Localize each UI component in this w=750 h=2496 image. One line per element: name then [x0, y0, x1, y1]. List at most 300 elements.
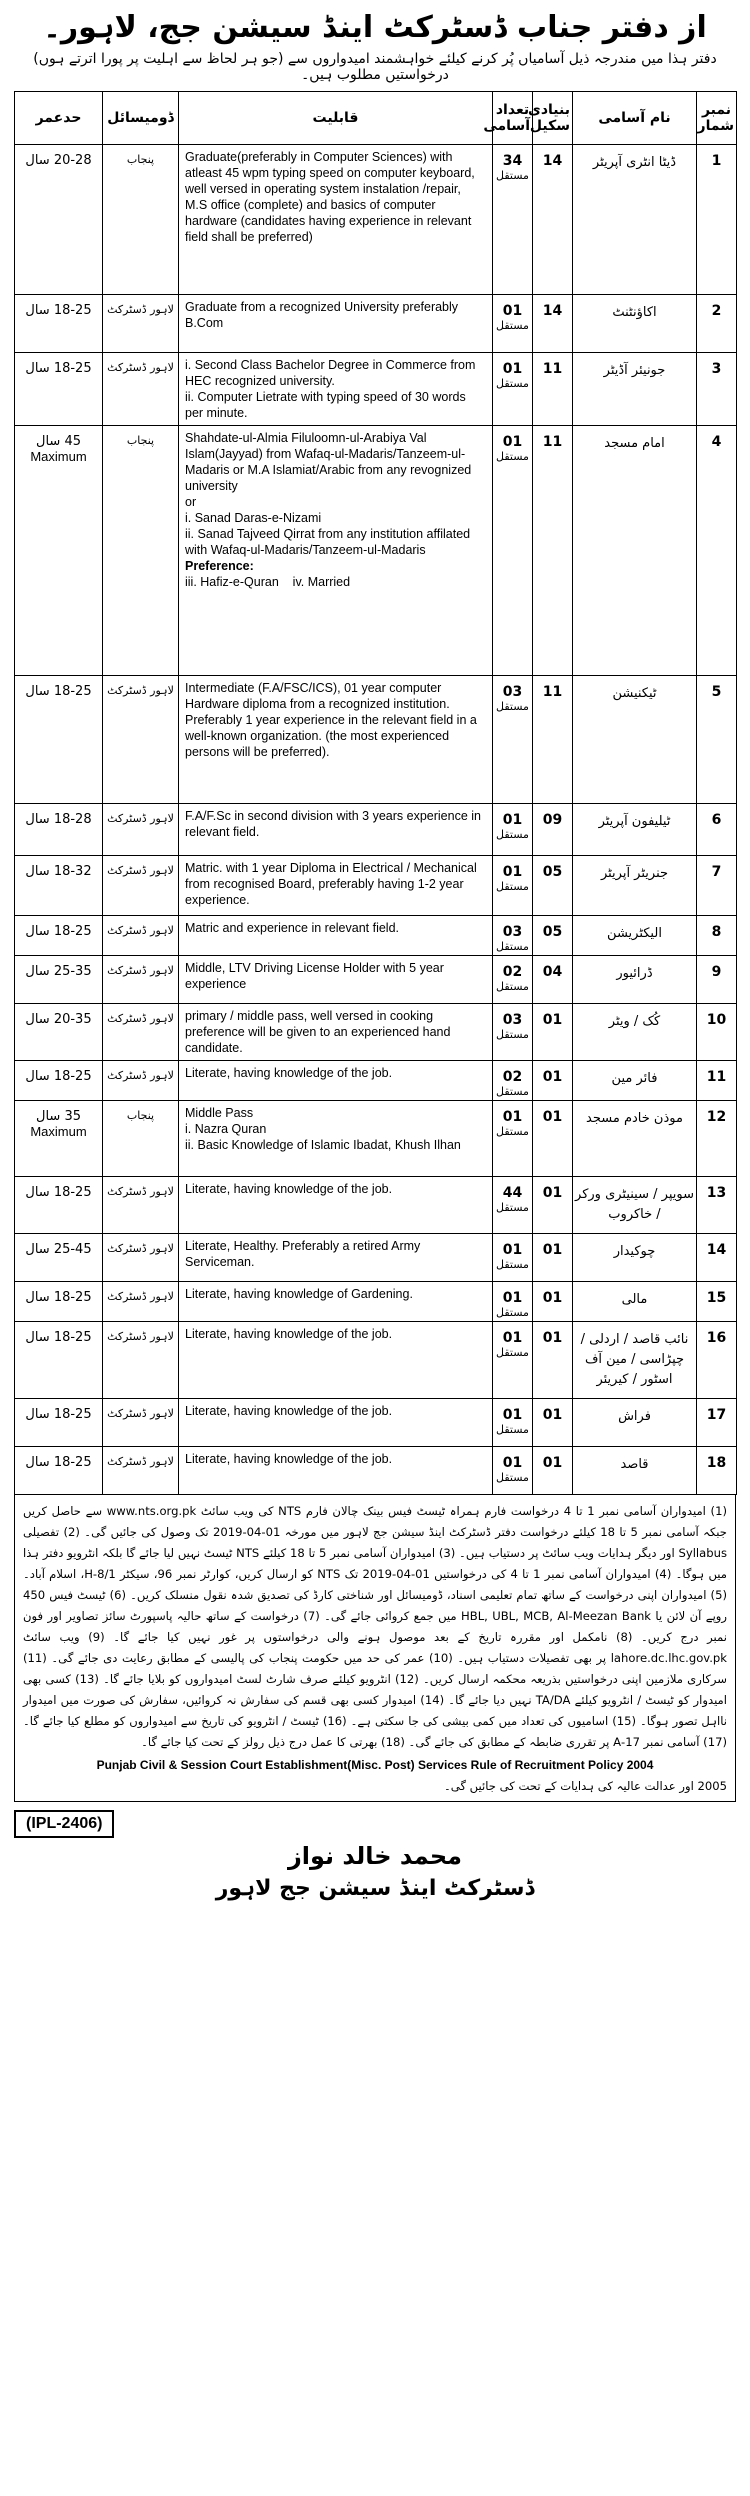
cell-qualification: [179, 1004, 493, 1061]
cell-domicile: [103, 676, 179, 804]
sr-number: 14: [706, 1242, 727, 1258]
count-status: مستقل: [496, 1085, 529, 1098]
count-number: 02: [502, 964, 523, 980]
cell-domicile: [103, 1282, 179, 1322]
scale-text: 01: [542, 1330, 563, 1346]
cell-count: [493, 1447, 533, 1495]
cell-age: [15, 1177, 103, 1234]
notes-text: (1) امیدواران آسامی نمبر 1 تا 4 درخواست فارم ہمراہ ٹیسٹ فیس بینک چالان فارم NTS کی ویب سائٹ www.nts.org.pk سے حاصل کریں جبکہ آسامی نمبر 5 تا 18 کیلئے درخواست دفتر ڈسٹرکٹ اینڈ سیشن جج لاہور میں مورخہ 01-04-2019 تک وصول کی جائیں گی۔ (2) تفصیلی Syllabus اور دیگر ہدایات ویب سائٹ پر دستیاب ہیں۔ (3) امیدواران آسامی نمبر 5 تا 18 کیلئے NTS ٹیسٹ نہیں لیا جائے گا بلکہ انٹرویو دفتر ہذا میں ہوگا۔ (4) امیدواران آسامی نمبر 1 تا 4 کی درخواستیں 01-04-2019 تک NTS کو ارسال کریں، کوارٹر نمبر 96، سیکٹر H-8/1، اسلام آباد۔ (5) امیدواران اپنی درخواست کے ساتھ تمام تعلیمی اسناد، ڈومیسائل اور شناختی کارڈ کی تصدیق شدہ نقول منسلک کریں۔ (6) ٹیسٹ فیس 450 روپے آن لائن یا HBL, UBL, MCB, Al-Meezan Bank میں جمع کروائی جائے گی۔ (7) درخواست کے ساتھ حالیہ پاسپورٹ سائز تصاویر اور فون نمبر درج کریں۔ (8) نامکمل اور مقررہ تاریخ کے بعد موصول ہونے والی درخواستوں پر غور نہیں کیا جائے گا۔ (9) ویب سائٹ lahore.dc.lhc.gov.pk پر بھی تفصیلات دستیاب ہیں۔ (10) عمر کی حد میں حکومت پنجاب کی پالیسی کے مطابق رعایت دی جائے گی۔ (11) سرکاری ملازمین اپنی درخواستیں بذریعہ محکمہ ارسال کریں۔ (12) انٹرویو کیلئے صرف شارٹ لسٹ امیدواروں کو بلایا جائے گا۔ (13) کسی بھی امیدوار کو ٹیسٹ / انٹرویو کیلئے TA/DA نہیں دیا جائے گا۔ (14) امیدوار کسی بھی قسم کی سفارش نہ کروائیں، سفارش کی صورت میں امیدوار نااہل تصور ہوگا۔ (15) اسامیوں کی تعداد میں کمی بیشی کی جا سکتی ہے۔ (16) ٹیسٹ / انٹرویو کی تاریخ سے امیدواروں کو مطلع کیا جائے گا۔ (17) آسامی نمبر 17-A پر تقرری ضابطہ کے مطابق کی جائے گی۔ (18) بھرتی کا عمل درج ذیل رولز کے تحت کیا جائے گا۔: [23, 1504, 728, 1749]
cell-post: [573, 295, 697, 353]
domicile-text: لاہور ڈسٹرکٹ: [107, 864, 174, 877]
table-row: [15, 426, 737, 676]
age-text: 18-25 سال: [25, 303, 92, 318]
count-status: مستقل: [496, 377, 529, 390]
count-status: مستقل: [496, 1125, 529, 1138]
cell-qualification: [179, 1399, 493, 1447]
age-max: Maximum: [30, 1124, 87, 1139]
age-text: 45 سال: [36, 434, 81, 449]
scale-text: 11: [542, 434, 563, 450]
cell-domicile: [103, 353, 179, 426]
count-status: مستقل: [496, 1306, 529, 1319]
table-row: [15, 353, 737, 426]
post-name: نائب قاصد / اردلی / چپڑاسی / مین آف اسٹور / کیریئر: [580, 1332, 689, 1387]
qualification-line: Intermediate (F.A/FSC/ICS), 01 year computer Hardware diploma from a recognized institution.: [185, 681, 450, 711]
scale-text: 11: [542, 684, 563, 700]
post-name: سویپر / سینیٹری ورکر / خاکروب: [575, 1187, 694, 1222]
cell-sr: [697, 1399, 737, 1447]
age-text: 18-25 سال: [25, 1290, 92, 1305]
table-row: [15, 856, 737, 916]
sr-number: 16: [706, 1330, 727, 1346]
cell-scale: [533, 1399, 573, 1447]
cell-domicile: [103, 916, 179, 956]
post-name: ٹیکنیشن: [612, 686, 657, 701]
cell-count: [493, 1399, 533, 1447]
cell-domicile: [103, 1322, 179, 1399]
cell-count: [493, 1282, 533, 1322]
intro-text: دفتر ہذا میں مندرجہ ذیل آسامیاں پُر کرنے کیلئے خواہشمند امیدواروں سے (جو ہر لحاظ سے اہلیت پر پورا اترتے ہوں) درخواستیں مطلوب ہیں۔: [33, 51, 717, 83]
domicile-text: لاہور ڈسٹرکٹ: [107, 812, 174, 825]
cell-qualification: [179, 145, 493, 295]
sr-number: 10: [706, 1012, 727, 1028]
cell-count: [493, 856, 533, 916]
qualification-line: Graduate from a recognized University preferably B.Com: [185, 300, 459, 330]
domicile-text: لاہور ڈسٹرکٹ: [107, 1069, 174, 1082]
qualification-line: or: [185, 495, 197, 509]
qualification-line: i. Nazra Quran: [185, 1122, 267, 1136]
scale-text: 01: [542, 1012, 563, 1028]
qualification-line: Graduate(preferably in Computer Sciences) with atleast 45 wpm typing speed on computer keyboard, well versed in operating system instalation /repair, M.S office (complete) and basics of computer hardware (candidates having experience in relevant field shall be preferred): [185, 150, 475, 244]
qualification-line: primary / middle pass, well versed in cooking preference will be given to an experienced hand candidate.: [185, 1009, 451, 1055]
count-status: مستقل: [496, 1258, 529, 1271]
cell-domicile: [103, 1234, 179, 1282]
sr-number: 5: [711, 684, 722, 700]
domicile-text: لاہور ڈسٹرکٹ: [107, 1185, 174, 1198]
domicile-text: لاہور ڈسٹرکٹ: [107, 361, 174, 374]
count-number: 01: [502, 303, 523, 319]
cell-count: [493, 353, 533, 426]
cell-count: [493, 676, 533, 804]
post-name: چوکیدار: [613, 1244, 656, 1259]
cell-domicile: [103, 856, 179, 916]
cell-sr: [697, 676, 737, 804]
cell-domicile: [103, 804, 179, 856]
domicile-text: لاہور ڈسٹرکٹ: [107, 303, 174, 316]
cell-qualification: [179, 295, 493, 353]
cell-scale: [533, 1177, 573, 1234]
cell-post: [573, 956, 697, 1004]
preference-label: Preference:: [185, 559, 254, 573]
cell-scale: [533, 426, 573, 676]
table-row: [15, 1282, 737, 1322]
scale-text: 01: [542, 1290, 563, 1306]
table-row: [15, 1399, 737, 1447]
scale-text: 09: [542, 812, 563, 828]
age-text: 18-32 سال: [25, 864, 92, 879]
age-text: 35 سال: [36, 1109, 81, 1124]
table-row: [15, 1234, 737, 1282]
count-status: مستقل: [496, 1201, 529, 1214]
table-row: [15, 916, 737, 956]
cell-sr: [697, 956, 737, 1004]
age-text: 18-25 سال: [25, 361, 92, 376]
cell-sr: [697, 1177, 737, 1234]
cell-domicile: [103, 956, 179, 1004]
count-status: مستقل: [496, 1028, 529, 1041]
qualification-line: Literate, having knowledge of the job.: [185, 1182, 393, 1196]
header-domicile: ڈومیسائل: [103, 92, 179, 145]
cell-qualification: [179, 426, 493, 676]
cell-count: [493, 1061, 533, 1101]
cell-domicile: [103, 1061, 179, 1101]
cell-domicile: [103, 1399, 179, 1447]
qualification-line: Shahdate-ul-Almia Filuloomn-ul-Arabiya Val Islam(Jayyad) from Wafaq-ul-Madaris/Tanzeem-ul-Madaris or M.A Islamiat/Arabic from any revognized university: [185, 431, 472, 493]
count-number: 01: [502, 1242, 523, 1258]
cell-sr: [697, 1004, 737, 1061]
cell-age: [15, 1101, 103, 1177]
cell-post: [573, 426, 697, 676]
qualification-line: Middle, LTV Driving License Holder with 5 year experience: [185, 961, 444, 991]
count-status: مستقل: [496, 169, 529, 182]
qualification-line: i. Sanad Daras-e-Nizami: [185, 511, 322, 525]
cell-age: [15, 1447, 103, 1495]
table-header-row: [15, 92, 737, 145]
cell-age: [15, 426, 103, 676]
sr-number: 17: [706, 1407, 727, 1423]
cell-qualification: [179, 804, 493, 856]
count-number: 01: [502, 434, 523, 450]
cell-scale: [533, 916, 573, 956]
cell-age: [15, 1399, 103, 1447]
scale-text: 01: [542, 1455, 563, 1471]
qualification-line: Literate, having knowledge of the job.: [185, 1452, 393, 1466]
sr-number: 2: [711, 303, 722, 319]
qualification-line: ii. Sanad Tajveed Qirrat from any institution affilated with Wafaq-ul-Madaris/Tanzeem-ul-Madaris: [185, 527, 471, 557]
cell-sr: [697, 1322, 737, 1399]
cell-scale: [533, 1061, 573, 1101]
age-text: 18-25 سال: [25, 684, 92, 699]
sr-number: 6: [711, 812, 722, 828]
cell-scale: [533, 295, 573, 353]
cell-qualification: [179, 1322, 493, 1399]
rule-year: 2005: [697, 1779, 727, 1793]
cell-scale: [533, 1004, 573, 1061]
qualification-line: Literate, having knowledge of the job.: [185, 1327, 393, 1341]
scale-text: 05: [542, 924, 563, 940]
cell-sr: [697, 1234, 737, 1282]
scale-text: 04: [542, 964, 563, 980]
signatory-name: محمد خالد نواز: [287, 1842, 463, 1870]
domicile-text: لاہور ڈسٹرکٹ: [107, 1407, 174, 1420]
cell-count: [493, 1177, 533, 1234]
cell-age: [15, 956, 103, 1004]
count-number: 01: [502, 812, 523, 828]
count-status: مستقل: [496, 1471, 529, 1484]
scale-text: 14: [542, 303, 563, 319]
post-name: ڈرائیور: [616, 966, 653, 981]
table-row: [15, 1101, 737, 1177]
count-number: 01: [502, 1109, 523, 1125]
domicile-text: پنجاب: [126, 1109, 155, 1122]
scale-text: 01: [542, 1407, 563, 1423]
rule-note-text: اور عدالت عالیہ کی ہدایات کے تحت کی جائیں گی۔: [444, 1779, 694, 1793]
age-text: 20-35 سال: [25, 1012, 92, 1027]
cell-count: [493, 295, 533, 353]
domicile-text: لاہور ڈسٹرکٹ: [107, 1012, 174, 1025]
cell-sr: [697, 145, 737, 295]
post-name: کُک / ویٹر: [608, 1014, 661, 1029]
cell-post: [573, 916, 697, 956]
table-row: [15, 1061, 737, 1101]
sr-number: 9: [711, 964, 722, 980]
cell-domicile: [103, 1177, 179, 1234]
table-row: [15, 1447, 737, 1495]
cell-count: [493, 1234, 533, 1282]
table-row: [15, 295, 737, 353]
jobs-table: [14, 91, 737, 1495]
age-text: 25-45 سال: [25, 1242, 92, 1257]
cell-age: [15, 676, 103, 804]
cell-sr: [697, 1101, 737, 1177]
cell-post: [573, 1234, 697, 1282]
cell-qualification: [179, 1447, 493, 1495]
post-name: جونیئر آڈیٹر: [603, 363, 666, 378]
cell-qualification: [179, 856, 493, 916]
cell-domicile: [103, 1101, 179, 1177]
cell-sr: [697, 916, 737, 956]
age-text: 18-25 سال: [25, 1069, 92, 1084]
count-number: 02: [502, 1069, 523, 1085]
cell-domicile: [103, 295, 179, 353]
scale-text: 01: [542, 1069, 563, 1085]
count-status: مستقل: [496, 1423, 529, 1436]
cell-sr: [697, 353, 737, 426]
cell-sr: [697, 426, 737, 676]
rule-note: [23, 1776, 727, 1797]
age-text: 18-25 سال: [25, 1407, 92, 1422]
cell-scale: [533, 956, 573, 1004]
post-name: ٹیلیفون آپریٹر: [598, 814, 671, 829]
domicile-text: لاہور ڈسٹرکٹ: [107, 1290, 174, 1303]
cell-scale: [533, 1282, 573, 1322]
cell-post: [573, 1101, 697, 1177]
cell-age: [15, 1234, 103, 1282]
domicile-text: لاہور ڈسٹرکٹ: [107, 684, 174, 697]
cell-scale: [533, 804, 573, 856]
domicile-text: پنجاب: [126, 153, 155, 166]
post-name: الیکٹریشن: [607, 926, 662, 941]
qualification-line: Literate, having knowledge of the job.: [185, 1404, 393, 1418]
ipl-code: (IPL-2406): [14, 1810, 114, 1838]
count-number: 34: [502, 153, 523, 169]
cell-scale: [533, 676, 573, 804]
recruitment-rule: Punjab Civil & Session Court Establishment(Misc. Post) Services Rule of Recruitment Policy 2004: [96, 1758, 654, 1772]
cell-post: [573, 1399, 697, 1447]
sr-number: 15: [706, 1290, 727, 1306]
age-text: 20-28 سال: [25, 153, 92, 168]
cell-sr: [697, 295, 737, 353]
header-count: تعداد آسامی: [493, 92, 533, 145]
qualification-line: Matric and experience in relevant field.: [185, 921, 400, 935]
cell-qualification: [179, 1061, 493, 1101]
count-status: مستقل: [496, 980, 529, 993]
cell-age: [15, 353, 103, 426]
cell-post: [573, 1322, 697, 1399]
cell-post: [573, 856, 697, 916]
header-age: حدعمر: [15, 92, 103, 145]
age-text: 25-35 سال: [25, 964, 92, 979]
cell-post: [573, 1447, 697, 1495]
domicile-text: لاہور ڈسٹرکٹ: [107, 1242, 174, 1255]
cell-sr: [697, 1282, 737, 1322]
scale-text: 01: [542, 1185, 563, 1201]
cell-post: [573, 676, 697, 804]
domicile-text: لاہور ڈسٹرکٹ: [107, 924, 174, 937]
table-row: [15, 804, 737, 856]
age-text: 18-25 سال: [25, 1185, 92, 1200]
cell-scale: [533, 1101, 573, 1177]
count-number: 01: [502, 1407, 523, 1423]
post-name: جنریٹر آپریٹر: [600, 866, 669, 881]
cell-age: [15, 295, 103, 353]
sr-number: 1: [711, 153, 722, 169]
sr-number: 11: [706, 1069, 727, 1085]
table-body: [15, 145, 737, 1495]
domicile-text: لاہور ڈسٹرکٹ: [107, 1330, 174, 1343]
table-row: [15, 1322, 737, 1399]
cell-sr: [697, 804, 737, 856]
domicile-text: لاہور ڈسٹرکٹ: [107, 1455, 174, 1468]
table-row: [15, 956, 737, 1004]
cell-count: [493, 1101, 533, 1177]
cell-scale: [533, 1322, 573, 1399]
cell-qualification: [179, 1101, 493, 1177]
cell-sr: [697, 1447, 737, 1495]
qualification-line: ii. Basic Knowledge of Islamic Ibadat, Khush Ilhan: [185, 1138, 461, 1152]
post-name: قاصد: [620, 1457, 649, 1472]
count-number: 03: [502, 684, 523, 700]
cell-sr: [697, 856, 737, 916]
post-name: موذن خادم مسجد: [586, 1111, 683, 1126]
cell-domicile: [103, 1447, 179, 1495]
cell-domicile: [103, 145, 179, 295]
scale-text: 05: [542, 864, 563, 880]
cell-qualification: [179, 1234, 493, 1282]
cell-domicile: [103, 426, 179, 676]
cell-post: [573, 1061, 697, 1101]
post-name: اکاؤنٹنٹ: [612, 305, 657, 320]
qualification-line: ii. Computer Lietrate with typing speed of 30 words per minute.: [185, 390, 466, 420]
age-text: 18-25 سال: [25, 1455, 92, 1470]
count-number: 01: [502, 1330, 523, 1346]
cell-qualification: [179, 916, 493, 956]
sr-number: 3: [711, 361, 722, 377]
sr-number: 7: [711, 864, 722, 880]
cell-qualification: [179, 1177, 493, 1234]
count-status: مستقل: [496, 450, 529, 463]
count-number: 01: [502, 1455, 523, 1471]
preference-text: iii. Hafiz-e-Quran iv. Married: [185, 575, 351, 589]
cell-age: [15, 804, 103, 856]
cell-post: [573, 353, 697, 426]
count-number: 01: [502, 864, 523, 880]
count-number: 01: [502, 1290, 523, 1306]
header-qualification: قابلیت: [179, 92, 493, 145]
cell-scale: [533, 1234, 573, 1282]
cell-post: [573, 1004, 697, 1061]
cell-qualification: [179, 676, 493, 804]
domicile-text: لاہور ڈسٹرکٹ: [107, 964, 174, 977]
scale-text: 11: [542, 361, 563, 377]
page-title: از دفتر جناب ڈسٹرکٹ اینڈ سیشن جج، لاہور۔: [43, 10, 707, 45]
age-text: 18-25 سال: [25, 924, 92, 939]
qualification-line: Literate, having knowledge of the job.: [185, 1066, 393, 1080]
cell-count: [493, 1004, 533, 1061]
cell-scale: [533, 856, 573, 916]
qualification-line: Literate, having knowledge of Gardening.: [185, 1287, 413, 1301]
cell-age: [15, 1061, 103, 1101]
cell-scale: [533, 1447, 573, 1495]
cell-post: [573, 1177, 697, 1234]
cell-count: [493, 916, 533, 956]
notes-section: [14, 1495, 736, 1802]
count-status: مستقل: [496, 700, 529, 713]
count-status: مستقل: [496, 880, 529, 893]
qualification-line: i. Second Class Bachelor Degree in Commerce from HEC recognized university.: [185, 358, 476, 388]
cell-scale: [533, 145, 573, 295]
cell-post: [573, 804, 697, 856]
header-scale: بنیادی سکیل: [533, 92, 573, 145]
scale-text: 14: [542, 153, 563, 169]
qualification-line: Preferably 1 year experience in the relevant field in a well-known organization. (the most experienced persons will be preferred).: [185, 713, 477, 759]
post-name: امام مسجد: [604, 436, 665, 451]
table-row: [15, 1004, 737, 1061]
cell-age: [15, 145, 103, 295]
cell-post: [573, 145, 697, 295]
table-row: [15, 1177, 737, 1234]
cell-count: [493, 145, 533, 295]
header-sr: نمبر شمار: [697, 92, 737, 145]
qualification-line: Literate, Healthy. Preferably a retired Army Serviceman.: [185, 1239, 421, 1269]
count-number: 44: [502, 1185, 523, 1201]
count-status: مستقل: [496, 940, 529, 953]
cell-age: [15, 1282, 103, 1322]
cell-post: [573, 1282, 697, 1322]
qualification-line: F.A/F.Sc in second division with 3 years experience in relevant field.: [185, 809, 481, 839]
cell-count: [493, 1322, 533, 1399]
sr-number: 4: [711, 434, 722, 450]
post-name: فائر مین: [611, 1071, 658, 1086]
count-number: 01: [502, 361, 523, 377]
age-text: 18-28 سال: [25, 812, 92, 827]
post-name: مالی: [621, 1292, 648, 1307]
cell-age: [15, 1322, 103, 1399]
domicile-text: پنجاب: [126, 434, 155, 447]
table-row: [15, 145, 737, 295]
cell-count: [493, 426, 533, 676]
cell-count: [493, 804, 533, 856]
scale-text: 01: [542, 1109, 563, 1125]
post-name: ڈیٹا انٹری آپریٹر: [592, 155, 677, 170]
qualification-line: Middle Pass: [185, 1106, 254, 1120]
cell-qualification: [179, 353, 493, 426]
job-advertisement: [14, 10, 736, 1901]
scale-text: 01: [542, 1242, 563, 1258]
sr-number: 18: [706, 1455, 727, 1471]
cell-age: [15, 856, 103, 916]
header-post: نام آسامی: [573, 92, 697, 145]
count-status: مستقل: [496, 828, 529, 841]
